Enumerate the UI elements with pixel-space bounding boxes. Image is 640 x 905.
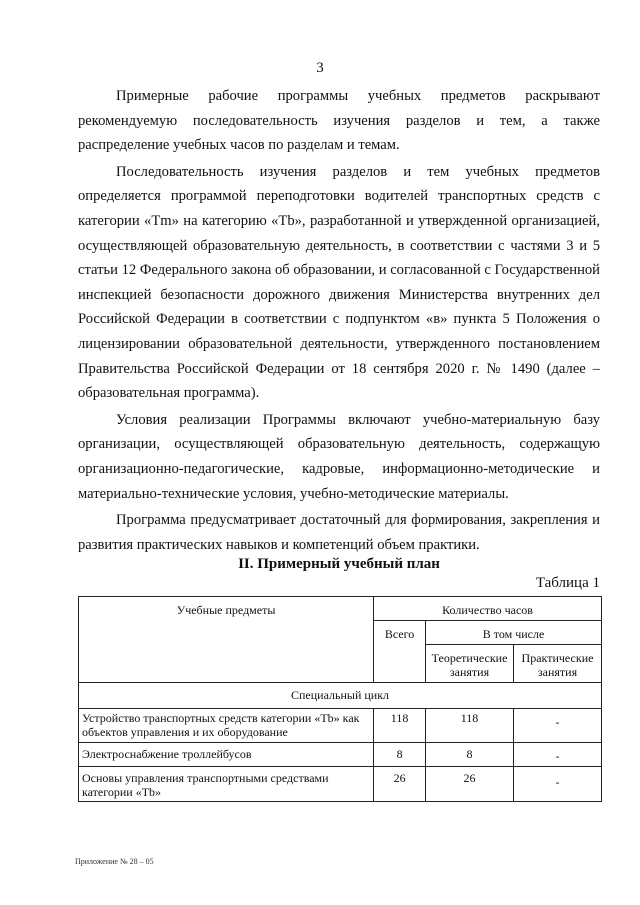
section-title: II. Примерный учебный план bbox=[238, 556, 440, 572]
table-label: Таблица 1 bbox=[535, 575, 600, 591]
paragraph: Примерные рабочие программы учебных предметов раскрывают рекомендуемую последовательность изучения разделов и тем, а также распределение учебных часов по разделам и темам. bbox=[78, 88, 600, 154]
paragraph: Программа предусматривает достаточный для формирования, закрепления и развития практических навыков и компетенций объем практики. bbox=[78, 512, 600, 553]
table-row bbox=[79, 709, 602, 743]
theory-cell: 8 bbox=[426, 743, 514, 767]
subject-cell: Устройство транспортных средств категории «Tb» как объектов управления и их оборудование bbox=[79, 709, 374, 743]
paragraph: Условия реализации Программы включают учебно-материальную базу организации, осуществляющей образовательную деятельность, содержащую организационно-педагогические, кадровые, информационно-методические и материально-технические условия, учебно-методические материалы. bbox=[78, 411, 600, 502]
header-subjects: Учебные предметы bbox=[79, 597, 374, 683]
subject-cell: Электроснабжение троллейбусов bbox=[79, 743, 374, 767]
cycle-row: Специальный цикл bbox=[79, 683, 602, 709]
footer-note: Приложение № 28 – 05 bbox=[75, 857, 154, 866]
table-row bbox=[79, 743, 602, 767]
practice-cell: - bbox=[514, 767, 602, 802]
body-text bbox=[78, 84, 600, 559]
theory-cell: 26 bbox=[426, 767, 514, 802]
curriculum-table bbox=[78, 596, 602, 802]
total-cell: 26 bbox=[374, 767, 426, 802]
theory-cell: 118 bbox=[426, 709, 514, 743]
header-practice: Практические занятия bbox=[514, 645, 602, 683]
total-cell: 8 bbox=[374, 743, 426, 767]
page-number: 3 bbox=[316, 60, 324, 76]
header-total: Всего bbox=[374, 621, 426, 683]
subject-cell: Основы управления транспортными средствами категории «Tb» bbox=[79, 767, 374, 802]
header-hours: Количество часов bbox=[374, 597, 602, 621]
paragraph: Последовательность изучения разделов и тем учебных предметов определяется программой переподготовки водителей транспортных средств с категории «Tm» на категорию «Tb», разработанной и утвержденной организацией, осуществляющей образовательную деятельность, в соответствии с частями 3 и 5 статьи 12 Федерального закона об образовании, и согласованной с Государственной инспекцией безопасности дорожного движения Министерства внутренних дел Российской Федерации в соответствии с подпунктом «в» пункта 5 Положения о лицензировании образовательной деятельности, утвержденного постановлением Правительства Российской Федерации от 18 сентября 2020 г. № 1490 (далее – образовательная программа). bbox=[78, 163, 600, 402]
total-cell: 118 bbox=[374, 709, 426, 743]
table-row bbox=[79, 767, 602, 802]
practice-cell: - bbox=[514, 743, 602, 767]
header-theory: Теоретические занятия bbox=[426, 645, 514, 683]
practice-cell: - bbox=[514, 709, 602, 743]
header-including: В том числе bbox=[426, 621, 602, 645]
